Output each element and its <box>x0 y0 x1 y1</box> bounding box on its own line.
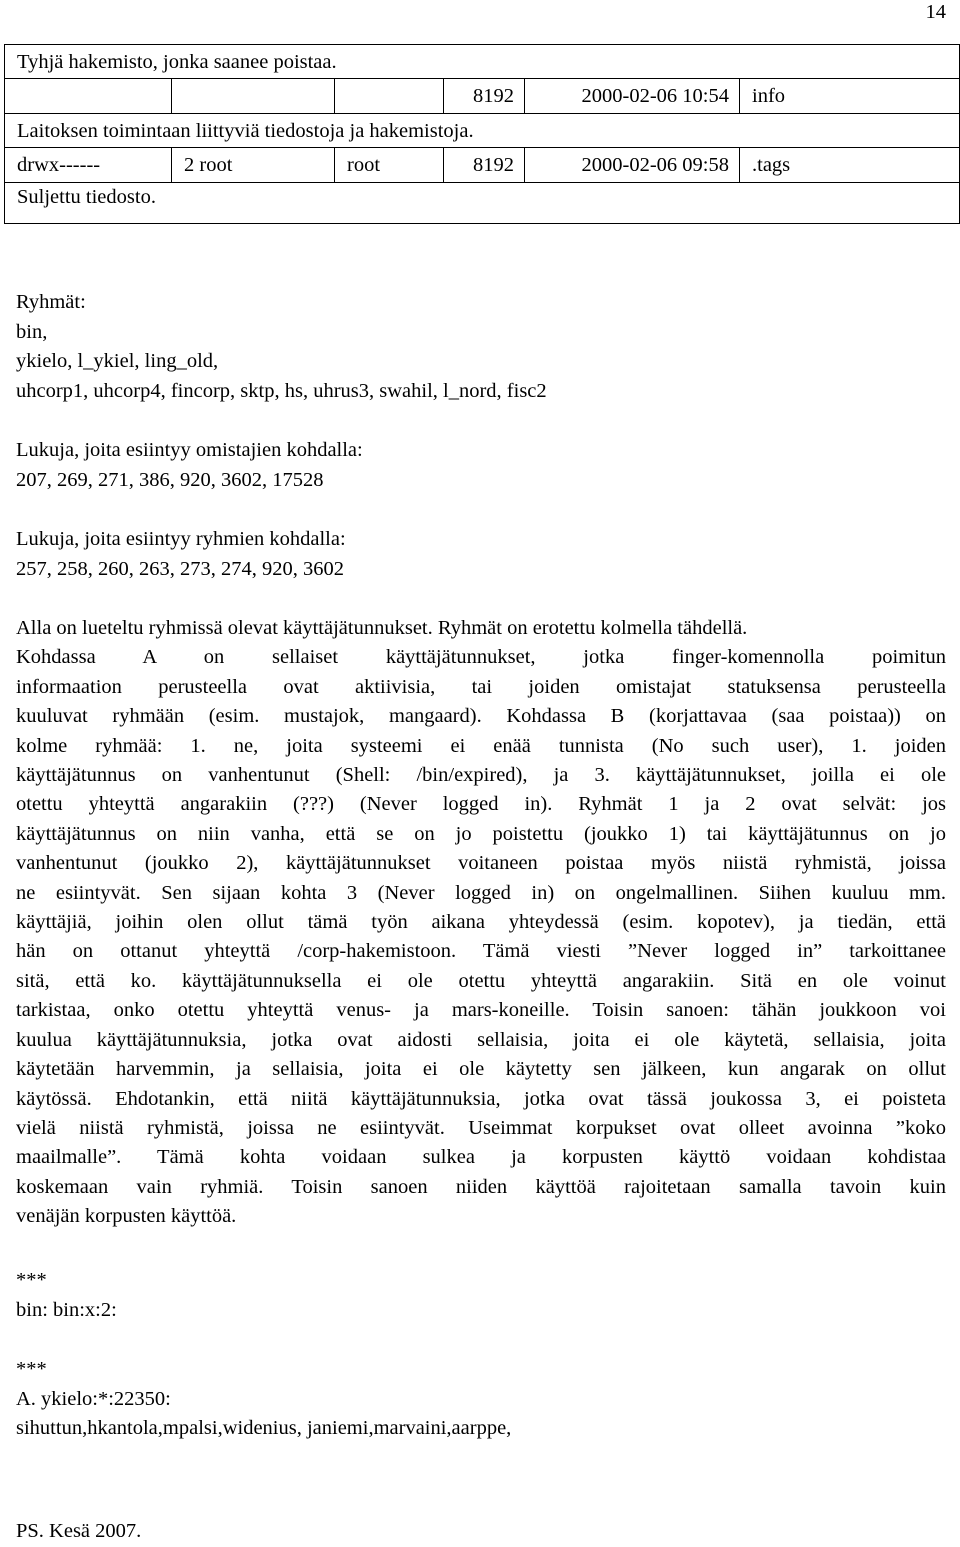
section-a <box>16 1355 946 1444</box>
listing-description: Tyhjä hakemisto, jonka saanee poistaa. <box>5 45 960 79</box>
paragraph-line: maailmalle”. Tämä kohta voidaan sulkea ja korpusten käyttö voidaan kohdistaa <box>16 1146 946 1169</box>
listing-cell-date: 2000-02-06 10:54 <box>525 79 740 113</box>
section-entry: bin: bin:x:2: <box>16 1298 117 1321</box>
listing-cell-perms: drwx------ <box>5 148 172 182</box>
listing-cell-name: .tags <box>740 148 960 182</box>
paragraph-line: kolme ryhmää: 1. ne, joita systeemi ei enää tunnista (No such user), 1. joiden <box>16 734 946 757</box>
groups-line: bin, <box>16 320 48 343</box>
section-entry: A. ykielo:*:22350: <box>16 1387 171 1410</box>
paragraph-line: vanhentunut (joukko 2), käyttäjätunnukset voitaneen poistaa myös niistä ryhmistä, joissa <box>16 852 946 875</box>
groups-line: ykielo, l_ykiel, ling_old, <box>16 350 219 372</box>
owner-numbers-heading: Lukuja, joita esiintyy omistajien kohdalla: <box>16 439 363 461</box>
listing-cell-empty <box>335 79 444 113</box>
listing-cell-empty <box>5 79 172 113</box>
paragraph-line: vielä niistä ryhmistä, joissa ne esiintyvät. Useimmat korpukset ovat olleet avoinna ”koko <box>16 1116 946 1139</box>
footer-note <box>16 1517 946 1547</box>
listing-cell-group: root <box>335 148 444 182</box>
group-numbers-heading: Lukuja, joita esiintyy ryhmien kohdalla: <box>16 528 346 550</box>
listing-cell-empty <box>172 79 335 113</box>
listing-row-info <box>5 79 960 113</box>
paragraph-line: hän on ottanut yhteyttä /corp-hakemistoon. Tämä viesti ”Never logged in” tarkoittanee <box>16 940 946 963</box>
group-numbers-values: 257, 258, 260, 263, 273, 274, 920, 3602 <box>16 557 344 580</box>
paragraph-line: otettu yhteyttä angarakiin (???) (Never logged in). Ryhmät 1 ja 2 ovat selvät: jos <box>16 793 946 816</box>
paragraph-line: käyttäjätunnus on vanhentunut (Shell: /bin/expired), ja 3. käyttäjätunnukset, joilla ei ole <box>16 764 946 787</box>
listing-cell-name: info <box>740 79 960 113</box>
listing-row-text-2 <box>5 113 960 147</box>
owner-numbers-values: 207, 269, 271, 386, 920, 3602, 17528 <box>16 468 324 491</box>
paragraph-line: käytössä. Ehdotankin, että niitä käyttäjätunnuksia, jotka ovat tässä joukossa 3, ei poisteta <box>16 1087 946 1110</box>
file-listing-table <box>4 44 960 224</box>
listing-row-text-1 <box>5 45 960 79</box>
section-separator: *** <box>16 1358 47 1380</box>
paragraph-line: ne esiintyvät. Sen sijaan kohta 3 (Never logged in) on ongelmallinen. Siihen kuuluu mm. <box>16 881 946 904</box>
listing-row-text-3 <box>5 182 960 223</box>
listing-cell-size: 8192 <box>444 79 525 113</box>
paragraph-line: Kohdassa A on sellaiset käyttäjätunnukset, jotka finger-komennolla poimitun <box>16 646 946 669</box>
section-separator: *** <box>16 1269 47 1291</box>
page-number: 14 <box>925 1 946 23</box>
explanation-paragraph <box>16 614 946 1232</box>
section-bin <box>16 1266 946 1325</box>
footer-text: PS. Kesä 2007. <box>16 1520 142 1542</box>
groups-section <box>16 288 946 406</box>
listing-description: Laitoksen toimintaan liittyviä tiedostoja ja hakemistoja. <box>5 113 960 147</box>
listing-cell-date: 2000-02-06 09:58 <box>525 148 740 182</box>
paragraph-line: tarkistaa, onko otettu yhteyttä venus- ja mars-koneille. Toisin sanoen: tähän joukkoon voi <box>16 999 946 1022</box>
listing-row-tags <box>5 148 960 182</box>
paragraph-line: sitä, että ko. käyttäjätunnuksella ei ole otettu yhteyttä angarakiin. Sitä en ole voinut <box>16 969 946 992</box>
groups-heading: Ryhmät: <box>16 291 86 313</box>
paragraph-line: käyttäjätunnus on niin vanha, että se on jo poistettu (joukko 1) tai käyttäjätunnus on jo <box>16 822 946 845</box>
paragraph-line: Alla on lueteltu ryhmissä olevat käyttäjätunnukset. Ryhmät on erotettu kolmella tähdellä. <box>16 617 748 639</box>
section-members: sihuttun,hkantola,mpalsi,widenius, janiemi,marvaini,aarppe, <box>16 1417 512 1439</box>
paragraph-line: käytetään harvemmin, ja sellaisia, joita ei ole käytetty sen jälkeen, kun angarak on ollut <box>16 1058 946 1081</box>
paragraph-line: kuuluvat ryhmään (esim. mustajok, mangaard). Kohdassa B (korjattavaa (saa poistaa)) on <box>16 705 946 728</box>
paragraph-line: informaation perusteella ovat aktiivisia, tai joiden omistajat statuksensa perusteella <box>16 675 946 698</box>
group-numbers-section <box>16 525 946 584</box>
paragraph-line: venäjän korpusten käyttöä. <box>16 1205 237 1228</box>
owner-numbers-section <box>16 436 946 495</box>
paragraph-line: käyttäjiä, joihin olen ollut tämä työn aikana yhteydessä (esim. kopotev), ja tiedän, että <box>16 911 946 934</box>
groups-line: uhcorp1, uhcorp4, fincorp, sktp, hs, uhrus3, swahil, l_nord, fisc2 <box>16 379 547 402</box>
paragraph-line: koskemaan vain ryhmiä. Toisin sanoen niiden käyttöä rajoitetaan samalla tavoin kuin <box>16 1175 946 1198</box>
listing-cell-size: 8192 <box>444 148 525 182</box>
listing-cell-links-owner: 2 root <box>172 148 335 182</box>
paragraph-line: kuulua käyttäjätunnuksia, jotka ovat aidosti sellaisia, joita ei ole käytetä, sellaisia, joita <box>16 1028 946 1051</box>
listing-description: Suljettu tiedosto. <box>5 182 960 223</box>
